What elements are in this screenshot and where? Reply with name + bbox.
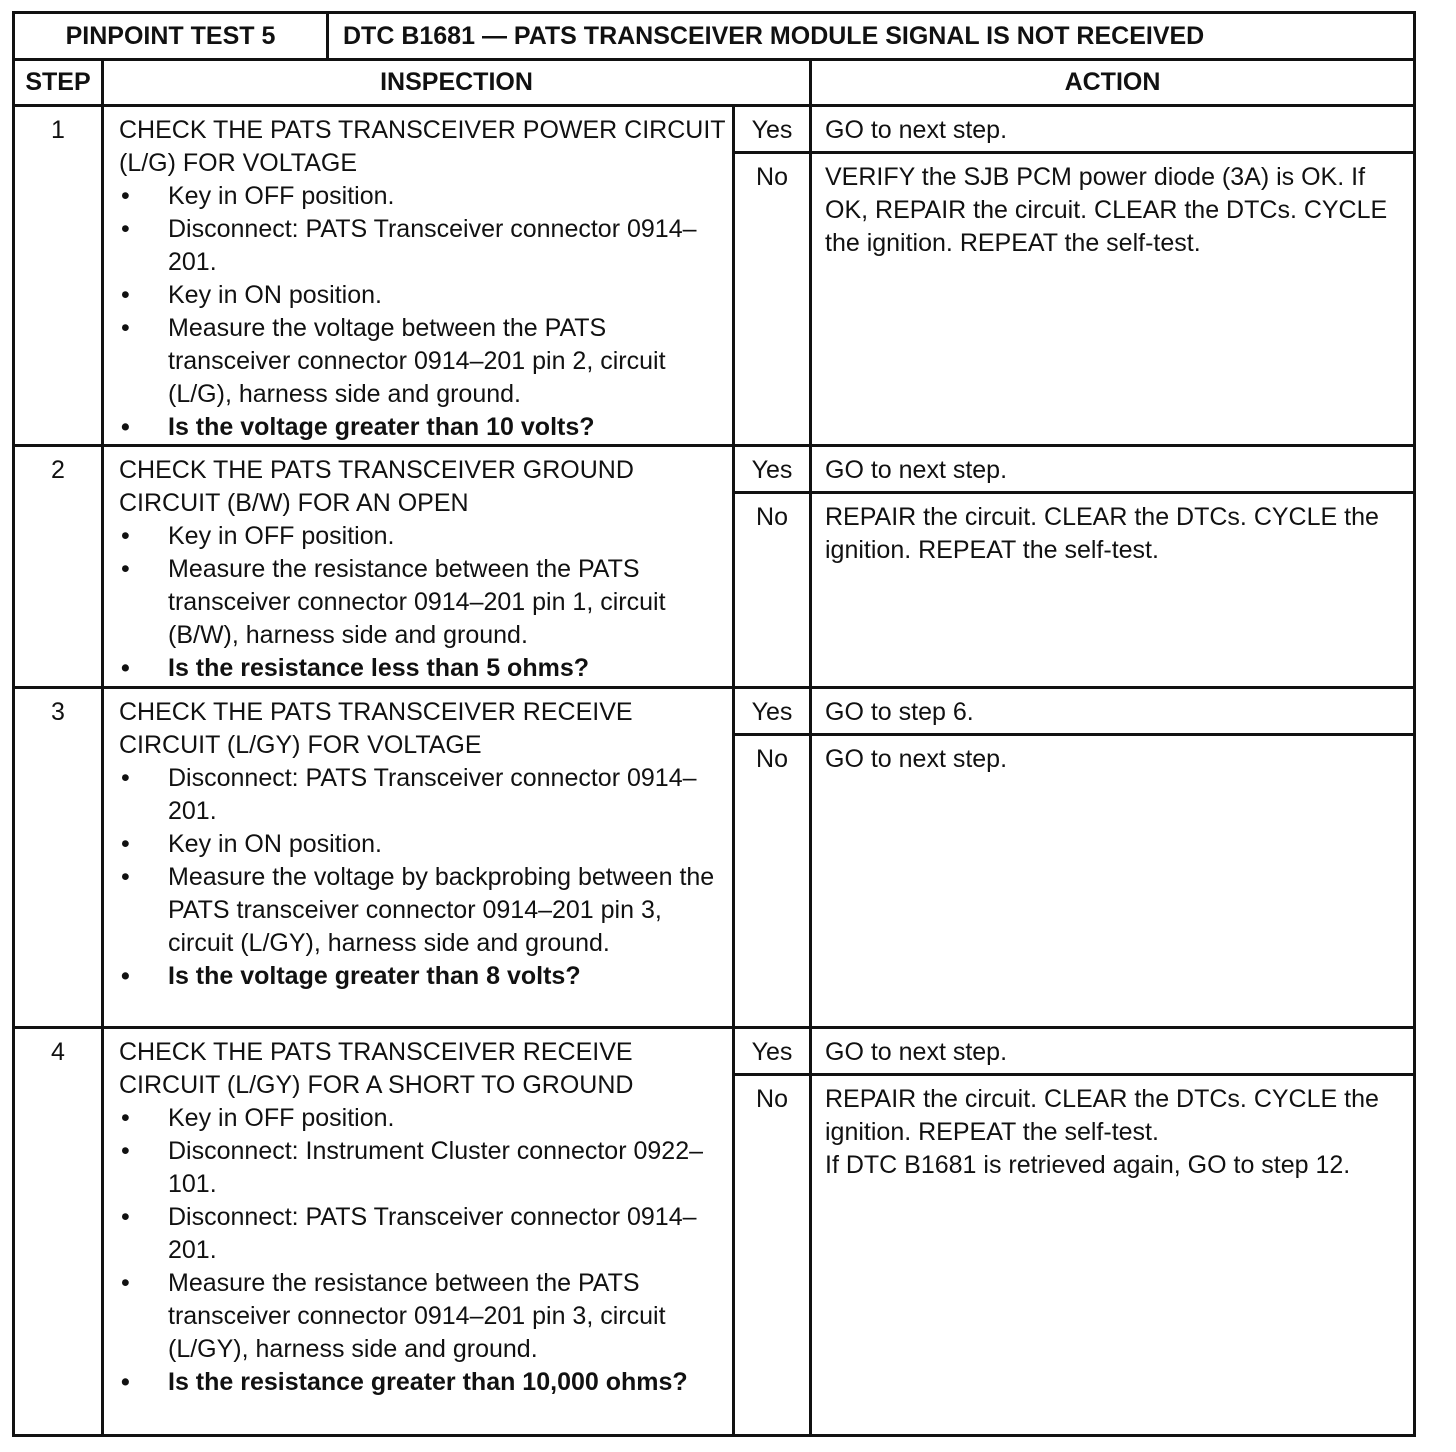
inspection-bullet: • Measure the resistance between the PATS transceiver connector 0914–201 pin 3, circuit (L/GY), harness side and ground.	[119, 1267, 726, 1366]
yes-action: GO to next step.	[825, 116, 1008, 144]
no-label: No	[756, 503, 788, 531]
no-label: No	[756, 163, 788, 191]
yes-label: Yes	[751, 698, 793, 726]
yes-label: Yes	[751, 116, 793, 144]
inspection-title: CHECK THE PATS TRANSCEIVER RECEIVE CIRCUIT (L/GY) FOR VOLTAGE	[119, 698, 633, 759]
no-action: VERIFY the SJB PCM power diode (3A) is OK. If OK, REPAIR the circuit. CLEAR the DTCs. CYCLE the ignition. REPEAT the self-test.	[825, 163, 1388, 257]
step-number: 4	[51, 1038, 65, 1066]
no-action	[812, 1076, 1413, 1182]
inspection-bullet: • Disconnect: Instrument Cluster connector 0922–101.	[119, 1135, 726, 1201]
no-action-text: REPAIR the circuit. CLEAR the DTCs. CYCLE the ignition. REPEAT the self-test.	[825, 1085, 1379, 1146]
inspection-bullet: • Key in ON position.	[119, 279, 726, 312]
inspection-bullet: • Disconnect: PATS Transceiver connector 0914–201.	[119, 213, 726, 279]
inspection-cell	[104, 1029, 732, 1399]
inspection-bullet: • Measure the voltage between the PATS transceiver connector 0914–201 pin 2, circuit (L/G), harness side and ground.	[119, 312, 726, 411]
rule	[12, 1434, 1416, 1437]
no-label: No	[756, 1085, 788, 1113]
inspection-bullet: • Key in OFF position.	[119, 1102, 726, 1135]
inspection-bullet: • Key in OFF position.	[119, 180, 726, 213]
yes-action: GO to next step.	[825, 456, 1008, 484]
yes-label: Yes	[751, 1038, 793, 1066]
inspection-bullet: • Key in OFF position.	[119, 520, 726, 553]
inspection-question: • Is the voltage greater than 10 volts?	[119, 411, 726, 444]
inspection-bullet: • Measure the voltage by backprobing between the PATS transceiver connector 0914–201 pin 3, circuit (L/GY), harness side and ground.	[119, 861, 726, 960]
no-action-extra-text: If DTC B1681 is retrieved again, GO to step 12.	[825, 1151, 1351, 1179]
step-number: 3	[51, 698, 65, 726]
yes-action: GO to step 6.	[825, 698, 974, 726]
no-action: REPAIR the circuit. CLEAR the DTCs. CYCLE the ignition. REPEAT the self-test.	[825, 503, 1379, 564]
no-label: No	[756, 745, 788, 773]
no-action: GO to next step.	[825, 745, 1008, 773]
inspection-question: • Is the voltage greater than 8 volts?	[119, 960, 726, 993]
yes-action: GO to next step.	[825, 1038, 1008, 1066]
step-number: 1	[51, 116, 65, 144]
inspection-list	[119, 1102, 726, 1399]
inspection-question: • Is the resistance greater than 10,000 ohms?	[119, 1366, 726, 1399]
column-header-step: STEP	[25, 68, 91, 96]
inspection-title: CHECK THE PATS TRANSCEIVER GROUND CIRCUIT (B/W) FOR AN OPEN	[119, 456, 634, 517]
column-header-inspection: INSPECTION	[380, 68, 533, 96]
inspection-list	[119, 180, 726, 444]
inspection-question: • Is the resistance less than 5 ohms?	[119, 652, 726, 685]
inspection-bullet: • Disconnect: PATS Transceiver connector 0914–201.	[119, 1201, 726, 1267]
test-title: DTC B1681 — PATS TRANSCEIVER MODULE SIGNAL IS NOT RECEIVED	[343, 21, 1205, 50]
inspection-cell	[104, 447, 732, 685]
inspection-bullet: • Key in ON position.	[119, 828, 726, 861]
rule	[1413, 11, 1416, 1437]
inspection-cell	[104, 107, 732, 444]
column-header-action: ACTION	[1064, 68, 1161, 96]
inspection-list	[119, 520, 726, 685]
inspection-title: CHECK THE PATS TRANSCEIVER RECEIVE CIRCUIT (L/GY) FOR A SHORT TO GROUND	[119, 1038, 634, 1099]
inspection-list	[119, 762, 726, 993]
yes-label: Yes	[751, 456, 793, 484]
inspection-bullet: • Measure the resistance between the PATS transceiver connector 0914–201 pin 1, circuit (B/W), harness side and ground.	[119, 553, 726, 652]
inspection-cell	[104, 689, 732, 993]
inspection-title: CHECK THE PATS TRANSCEIVER POWER CIRCUIT (L/G) FOR VOLTAGE	[119, 116, 726, 177]
step-number: 2	[51, 456, 65, 484]
inspection-bullet: • Disconnect: PATS Transceiver connector 0914–201.	[119, 762, 726, 828]
test-label: PINPOINT TEST 5	[65, 21, 276, 50]
